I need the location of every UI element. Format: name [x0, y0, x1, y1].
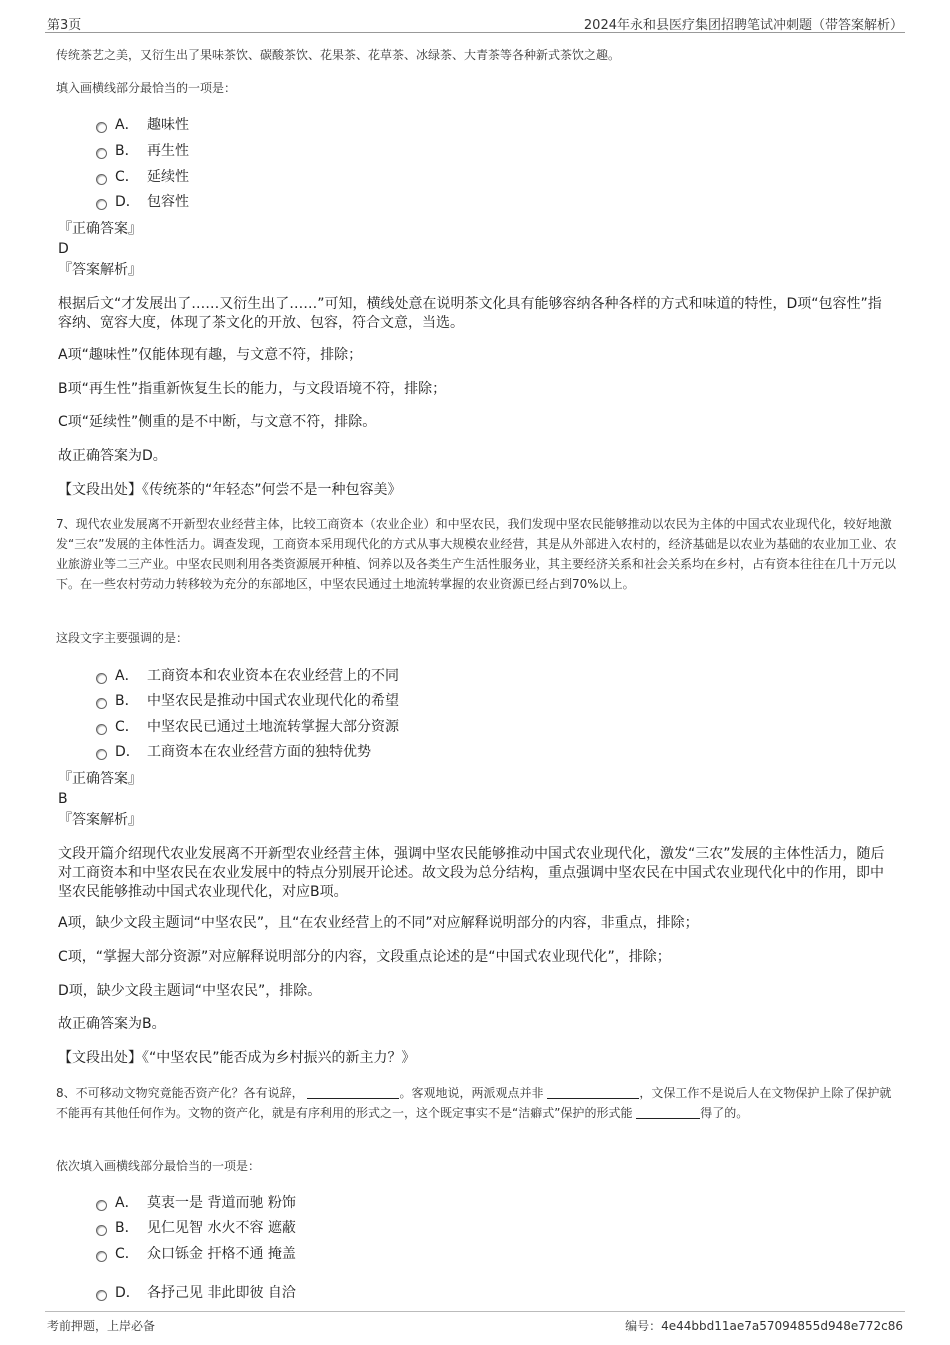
blank-1[interactable]: [307, 1086, 399, 1099]
footer-slogan: 考前押题，上岸必备: [47, 1319, 156, 1333]
blank-3[interactable]: [636, 1106, 700, 1119]
radio-icon[interactable]: [96, 673, 107, 684]
q6-analysis-label: 『答案解析』: [58, 262, 142, 278]
q6-option-d[interactable]: D． 包容性: [96, 192, 189, 212]
q6-text: 传统茶艺之美，又衍生出了果味茶饮、碳酸茶饮、花果茶、花草茶、冰绿茶、大青茶等各种新式茶饮之趣。: [56, 48, 621, 62]
q6-option-c[interactable]: C． 延续性: [96, 167, 189, 187]
page-number: 第3页: [47, 18, 82, 33]
q7-analysis-label: 『答案解析』: [58, 812, 142, 828]
radio-icon[interactable]: [96, 122, 107, 133]
radio-icon[interactable]: [96, 1251, 107, 1262]
q8-option-d[interactable]: D． 各抒己见 非此即彼 自洽: [96, 1283, 296, 1303]
radio-icon[interactable]: [96, 724, 107, 735]
q7-prompt: 这段文字主要强调的是：: [56, 631, 189, 645]
q7-text: 7、现代农业发展离不开新型农业经营主体，比较工商资本（农业企业）和中坚农民，我们发现中坚农民能够推动以农民为主体的中国式农业现代化，较好地激发“三农”发展的主体性活力。调查发现，工商资本采用现代化的方式从事大规模农业经营，其是从外部进入农村的，经济基础是以农业为基础的农业加工业、农业旅游业等二三产业。中坚农民则利用各类资源展开种植、饲养以及各类生产生活性服务业，其主要经济关系和社会关系均在乡村，占有资本往往在几十万元以下。在一些农村劳动力转移较为充分的东部地区，中坚农民通过土地流转掌握的农业资源已经占到70%以上。: [56, 517, 897, 591]
radio-icon[interactable]: [96, 174, 107, 185]
q6-source: 【文段出处】《传统茶的“年轻态”何尝不是一种包容美》: [58, 482, 402, 498]
q6-answer-label: 『正确答案』: [58, 221, 142, 237]
q6-answer: D: [58, 241, 69, 257]
q7-option-b[interactable]: B． 中坚农民是推动中国式农业现代化的希望: [96, 691, 399, 711]
document-title: 2024年永和县医疗集团招聘笔试冲刺题（带答案解析）: [583, 18, 903, 33]
q7-analysis-a: A项，缺少文段主题词“中坚农民”，且“在农业经营上的不同”对应解释说明部分的内容，非重点，排除；: [58, 915, 699, 931]
radio-icon[interactable]: [96, 698, 107, 709]
q6-option-a[interactable]: A． 趣味性: [96, 115, 189, 135]
radio-icon[interactable]: [96, 749, 107, 760]
q6-analysis-c: C项“延续性”侧重的是不中断，与文意不符，排除。: [58, 414, 377, 430]
q7-option-a[interactable]: A． 工商资本和农业资本在农业经营上的不同: [96, 666, 399, 686]
q7-answer: B: [58, 791, 68, 807]
q6-prompt: 填入画横线部分最恰当的一项是：: [56, 81, 237, 95]
q7-conclusion: 故正确答案为B。: [58, 1016, 166, 1032]
q6-option-b[interactable]: B． 再生性: [96, 141, 189, 161]
radio-icon[interactable]: [96, 1200, 107, 1211]
radio-icon[interactable]: [96, 199, 107, 210]
q8-option-c[interactable]: C． 众口铄金 扞格不通 掩盖: [96, 1244, 296, 1264]
q6-analysis-b: B项“再生性”指重新恢复生长的能力，与文段语境不符，排除；: [58, 381, 447, 397]
blank-2[interactable]: [547, 1086, 639, 1099]
q7-source: 【文段出处】《“中坚农民”能否成为乡村振兴的新主力？》: [58, 1050, 416, 1066]
q7-option-d[interactable]: D． 工商资本在农业经营方面的独特优势: [96, 742, 371, 762]
document-id: 编号：4e44bbd11ae7a57094855d948e772c86: [625, 1319, 903, 1333]
radio-icon[interactable]: [96, 1290, 107, 1301]
radio-icon[interactable]: [96, 1225, 107, 1236]
q6-conclusion: 故正确答案为D。: [58, 448, 167, 464]
q7-analysis-c: C项，“掌握大部分资源”对应解释说明部分的内容，文段重点论述的是“中国式农业现代化”，排除；: [58, 949, 671, 965]
q8-option-b[interactable]: B． 见仁见智 水火不容 遮蔽: [96, 1218, 296, 1238]
radio-icon[interactable]: [96, 148, 107, 159]
page-header: [45, 10, 905, 33]
q7-analysis-d: D项，缺少文段主题词“中坚农民”，排除。: [58, 983, 322, 999]
q6-analysis-main: 根据后文“才发展出了……又衍生出了……”可知，横线处意在说明茶文化具有能够容纳各种各样的方式和味道的特性，D项“包容性”指容纳、宽容大度，体现了茶文化的开放、包容，符合文意，当选。: [58, 296, 882, 331]
q6-analysis-a: A项“趣味性”仅能体现有趣，与文意不符，排除；: [58, 347, 363, 363]
q7-answer-label: 『正确答案』: [58, 771, 142, 787]
q8-prompt: 依次填入画横线部分最恰当的一项是：: [56, 1159, 261, 1173]
q8-option-a[interactable]: A． 莫衷一是 背道而驰 粉饰: [96, 1193, 296, 1213]
q8-text: 8、不可移动文物究竟能否资产化？各有说辞， 。客观地说，两派观点并非 ，文保工作不是说后人在文物保护上除了保护就不能再有其他任何作为。文物的资产化，就是有序利用的形式之一，这个既定事实不是“洁癖式”保护的形式能 得了的。: [56, 1086, 892, 1120]
q7-option-c[interactable]: C． 中坚农民已通过土地流转掌握大部分资源: [96, 717, 399, 737]
page-footer: [45, 1311, 905, 1336]
q7-analysis-main: 文段开篇介绍现代农业发展离不开新型农业经营主体，强调中坚农民能够推动中国式农业现代化，激发“三农”发展的主体性活力，随后对工商资本和中坚农民在农业发展中的特点分别展开论述。故文段为总分结构，重点强调中坚农民在中国式农业现代化中的作用，即中坚农民能够推动中国式农业现代化，对应B项。: [58, 846, 885, 900]
